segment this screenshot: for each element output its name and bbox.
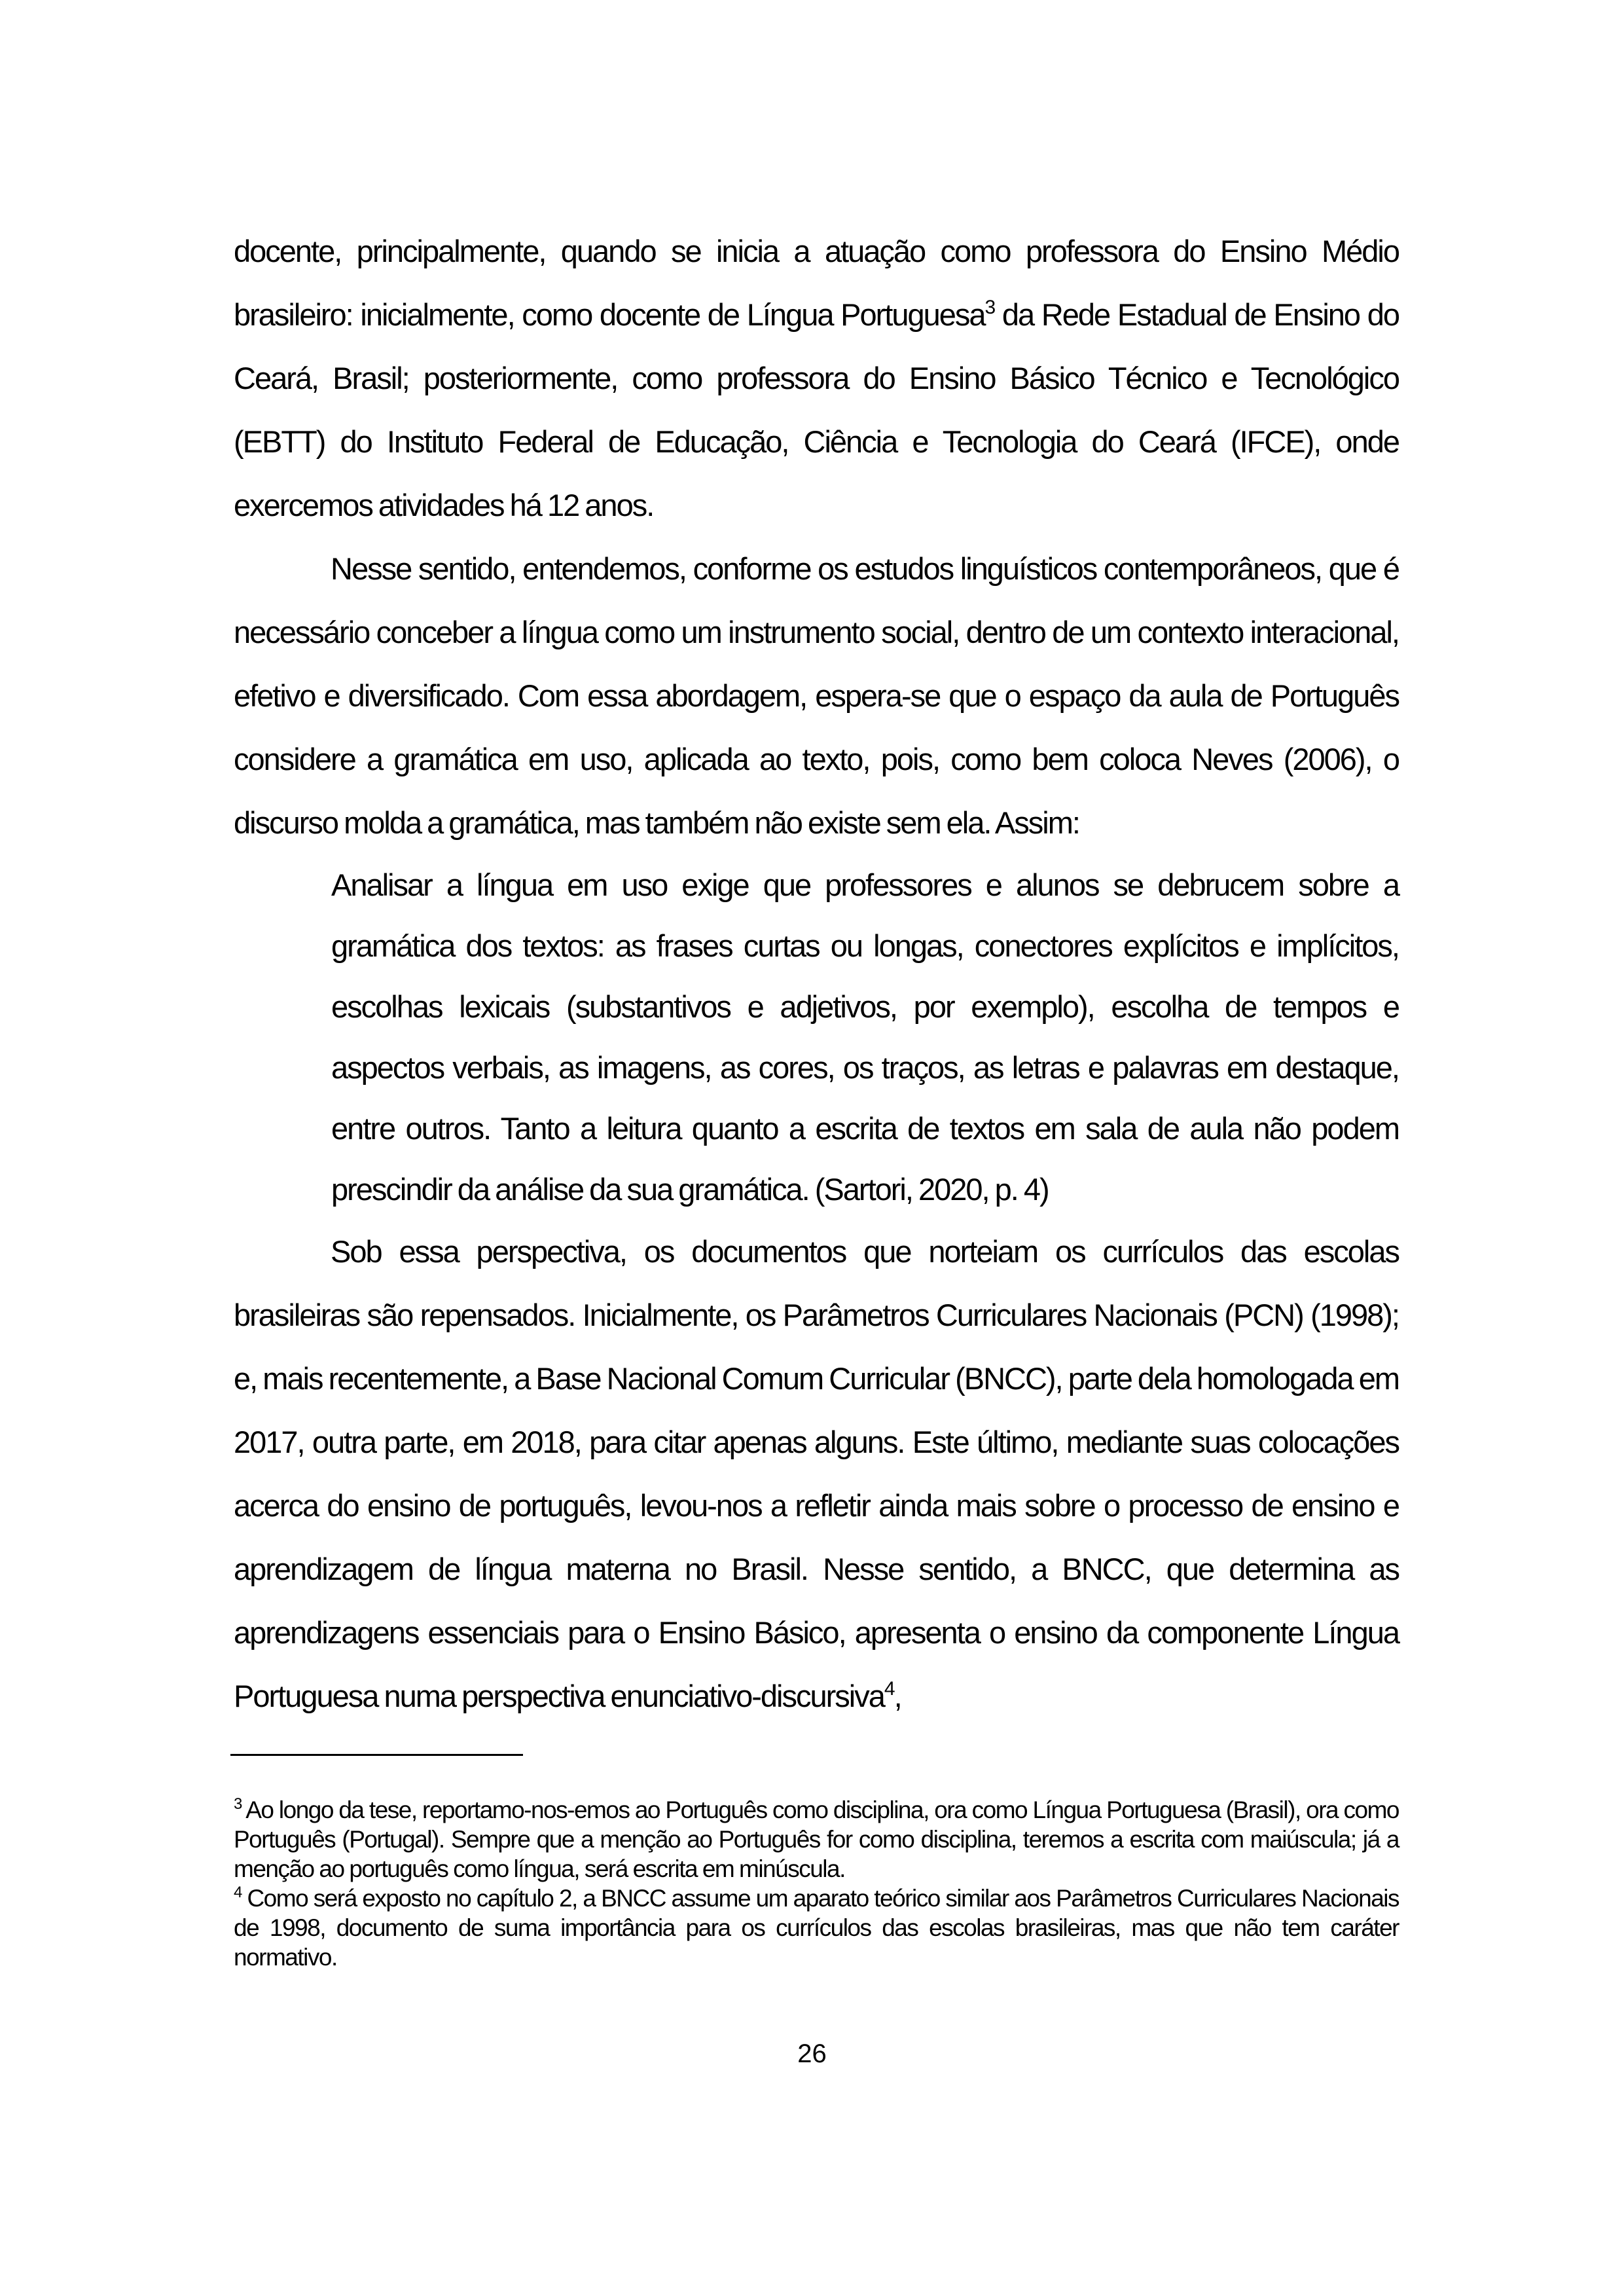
paragraph-3 xyxy=(234,1220,1399,1728)
footnote-reference-3[interactable]: 3 xyxy=(984,297,995,318)
paragraph-3-text-end: , xyxy=(893,1679,901,1713)
page-number: 26 xyxy=(797,2039,827,2068)
paragraph-2 xyxy=(234,537,1399,854)
footnote-3 xyxy=(234,1795,1399,1884)
footnote-marker-4: 4 xyxy=(234,1884,242,1901)
block-quote-text: Analisar a língua em uso exige que professores e alunos se debrucem sobre a gramática dos textos: as frases curtas ou longas, conectores explícitos e implícitos, escolhas lexicais (substantivos e adjetivos, por exemplo), escolha de tempos e aspectos verbais, as imagens, as cores, os traços, as letras e palavras em destaque, entre outros. Tanto a leitura quanto a escrita de textos em sala de aula não podem prescindir da análise da sua gramática. (Sartori, 2020, p. 4) xyxy=(331,867,1399,1207)
footnotes xyxy=(234,1795,1399,1972)
paragraph-3-text: Sob essa perspectiva, os documentos que norteiam os currículos das escolas brasileiras são repensados. Inicialmente, os Parâmetros Curriculares Nacionais (PCN) (1998); e, mais recentemente, a Base Nacional Comum Curricular (BNCC), parte dela homologada em 2017, outra parte, em 2018, para citar apenas alguns. Este último, mediante suas colocações acerca do ensino de português, levou-nos a refletir ainda mais sobre o processo de ensino e aprendizagem de língua materna no Brasil. Nesse sentido, a BNCC, que determina as aprendizagens essenciais para o Ensino Básico, apresenta o ensino da componente Língua Portuguesa numa perspectiva enunciativo-discursiva xyxy=(234,1234,1399,1713)
footnote-3-text: Ao longo da tese, reportamo-nos-emos ao Português como disciplina, ora como Língua Portuguesa (Brasil), ora como Português (Portugal). Sempre que a menção ao Português for como disciplina, teremos a escrita com maiúscula; já a menção ao português como língua, será escrita em minúscula. xyxy=(234,1796,1399,1882)
paragraph-2-text: Nesse sentido, entendemos, conforme os estudos linguísticos contemporâneos, que é necessário conceber a língua como um instrumento social, dentro de um contexto interacional, efetivo e diversificado. Com essa abordagem, espera-se que o espaço da aula de Português considere a gramática em uso, aplicada ao texto, pois, como bem coloca Neves (2006), o discurso molda a gramática, mas também não existe sem ela. Assim: xyxy=(234,551,1399,840)
footnote-reference-4[interactable]: 4 xyxy=(884,1678,894,1700)
footnote-4 xyxy=(234,1884,1399,1972)
footnote-4-text: Como será exposto no capítulo 2, a BNCC assume um aparato teórico similar aos Parâmetros Curriculares Nacionais de 1998, documento de suma importância para os currículos das escolas brasileiras, mas que não tem caráter normativo. xyxy=(234,1885,1399,1971)
paragraph-1-text-end: da Rede Estadual de Ensino do Ceará, Brasil; posteriormente, como professora do Ensino Básico Técnico e Tecnológico (EBTT) do Instituto Federal de Educação, Ciência e Tecnologia do Ceará (IFCE), onde exercemos atividades há 12 anos. xyxy=(234,297,1399,522)
paragraph-1 xyxy=(234,219,1399,537)
footnote-separator xyxy=(230,1754,523,1756)
footnote-marker-3: 3 xyxy=(234,1795,242,1813)
block-quote xyxy=(331,854,1399,1220)
paragraph-1-text-start: docente, principalmente, quando se inicia a atuação como professora do Ensino Médio brasileiro: inicialmente, como docente de Língua Portuguesa xyxy=(234,234,1399,332)
